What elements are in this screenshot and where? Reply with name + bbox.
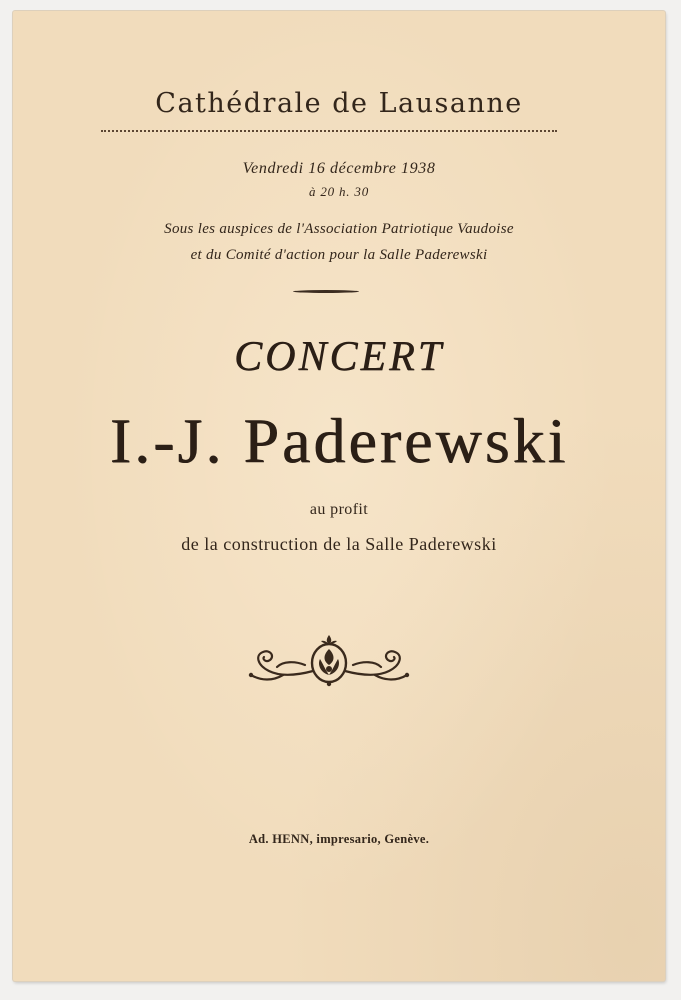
auspices-line-2: et du Comité d'action pour la Salle Paderewski xyxy=(190,247,488,263)
venue-title: Cathédrale de Lausanne xyxy=(155,88,523,119)
impresario-credit: Ad. HENN, impresario, Genève. xyxy=(248,832,430,846)
benefit-line-1: au profit xyxy=(309,501,369,518)
benefit-line-2: de la construction de la Salle Paderewski xyxy=(181,534,497,554)
artist-name: I.-J. Paderewski xyxy=(109,405,569,476)
dotted-divider xyxy=(101,130,557,135)
concert-program-page xyxy=(13,11,665,981)
floral-scroll-ornament-icon xyxy=(243,631,415,687)
short-divider xyxy=(293,290,359,293)
concert-time: à 20 h. 30 xyxy=(309,184,369,199)
event-heading: CONCERT xyxy=(233,334,445,380)
concert-date: Vendredi 16 décembre 1938 xyxy=(242,160,436,177)
auspices-line-1: Sous les auspices de l'Association Patriotique Vaudoise xyxy=(164,221,514,237)
